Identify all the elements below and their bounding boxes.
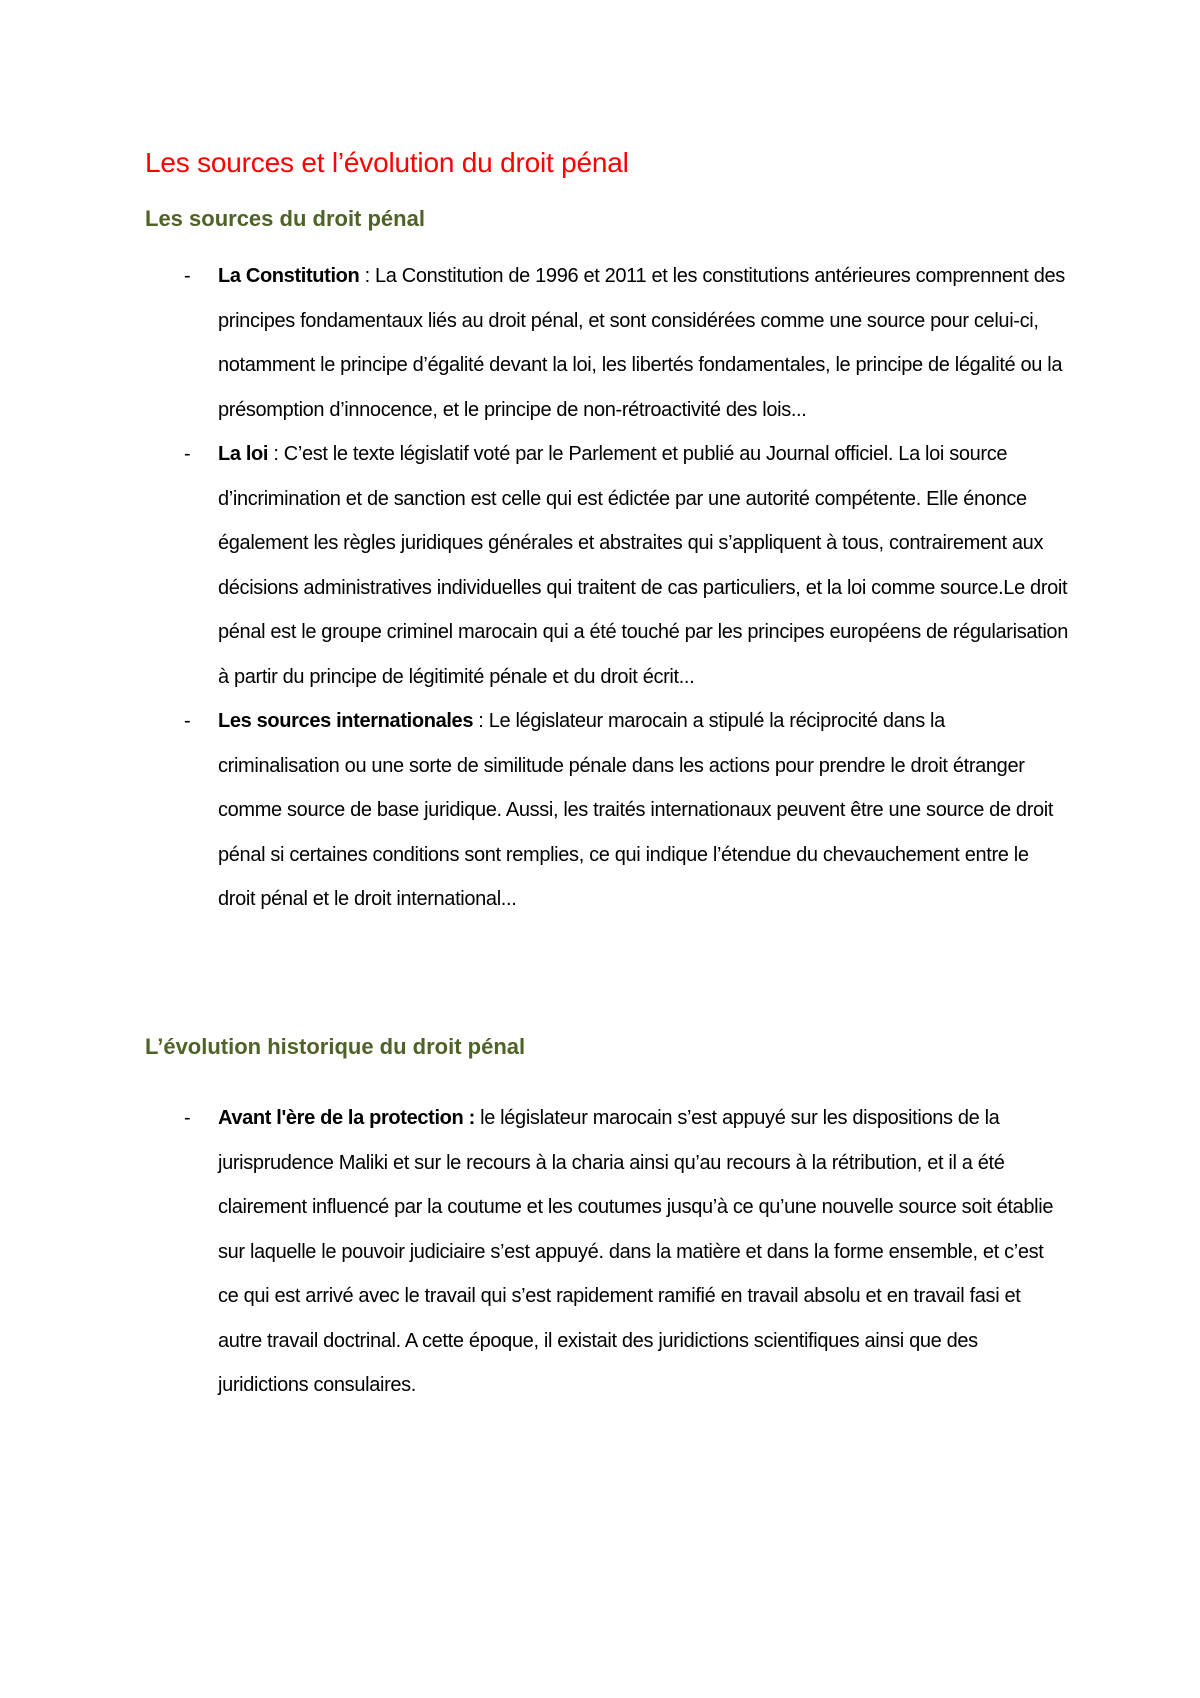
bullet-term: La loi xyxy=(218,443,269,465)
sources-list xyxy=(0,254,1200,922)
bullet-term: La Constitution xyxy=(218,265,360,287)
section-heading-sources: Les sources du droit pénal xyxy=(145,206,425,231)
bullet-text: le législateur marocain s’est appuyé sur les dispositions de la jurisprudence Maliki et sur le recours à la charia ainsi qu’au recours à la rétribution, et il a été clairement influencé par la coutume et les coutumes jusqu’à ce qu’une nouvelle source soit établie sur laquelle le pouvoir judiciaire s’est appuyé. dans la matière et dans la forme ensemble, et c’est ce qui est arrivé avec le travail qui s’est rapidement ramifié en travail absolu et en travail fasi et autre travail doctrinal. A cette époque, il existait des juridictions scientifiques ainsi que des juridictions consulaires. xyxy=(218,1107,1054,1396)
list-item-avant-protection xyxy=(0,1096,1068,1408)
evolution-list xyxy=(0,1096,1200,1408)
list-item-constitution xyxy=(0,254,1068,432)
bullet-term: Avant l'ère de la protection : xyxy=(218,1107,475,1129)
bullet-text: : Le législateur marocain a stipulé la réciprocité dans la criminalisation ou une sorte de similitude pénale dans les actions pour prendre le droit étranger comme source de base juridique. Aussi, les traités internationaux peuvent être une source de droit pénal si certaines conditions sont remplies, ce qui indique l’étendue du chevauchement entre le droit pénal et le droit international... xyxy=(218,710,1054,910)
bullet-dash: - xyxy=(184,1107,191,1129)
bullet-dash: - xyxy=(184,710,191,732)
list-item-loi xyxy=(0,432,1068,699)
section-heading-evolution: L’évolution historique du droit pénal xyxy=(145,1034,526,1059)
bullet-text: : C’est le texte législatif voté par le Parlement et publié au Journal officiel. La loi source d’incrimination et de sanction est celle qui est édictée par une autorité compétente. Elle énonce également les règles juridiques générales et abstraites qui s’appliquent à tous, contrairement aux décisions administratives individuelles qui traitent de cas particuliers, et la loi comme source.Le droit pénal est le groupe criminel marocain qui a été touché par les principes européens de régularisation à partir du principe de légitimité pénale et du droit écrit... xyxy=(218,443,1068,688)
bullet-dash: - xyxy=(184,265,191,287)
bullet-text: : La Constitution de 1996 et 2011 et les constitutions antérieures comprennent des principes fondamentaux liés au droit pénal, et sont considérées comme une source pour celui-ci, notamment le principe d’égalité devant la loi, les libertés fondamentales, le principe de légalité ou la présomption d’innocence, et le principe de non-rétroactivité des lois... xyxy=(218,265,1065,421)
bullet-dash: - xyxy=(184,443,191,465)
list-item-sources-internationales xyxy=(0,699,1068,922)
bullet-term: Les sources internationales xyxy=(218,710,474,732)
document-title: Les sources et l’évolution du droit pénal xyxy=(145,147,629,178)
